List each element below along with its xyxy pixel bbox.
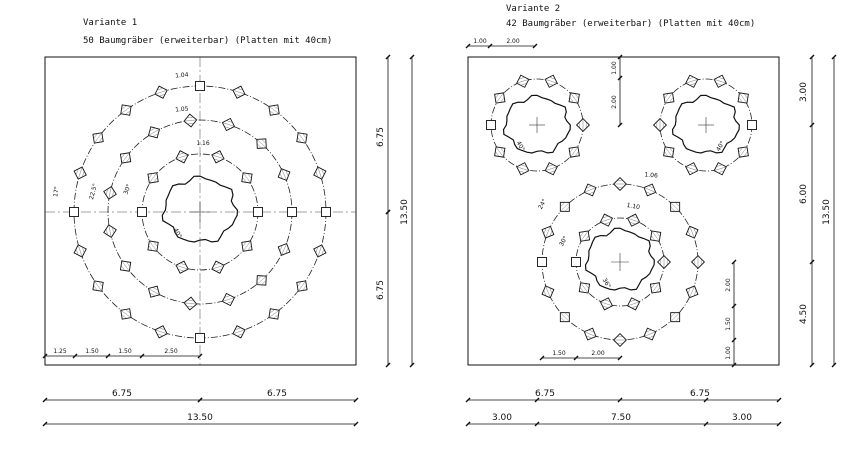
v2-big-outer-tree-grate <box>538 258 547 267</box>
v2-big-outer-tree-grate <box>692 256 705 269</box>
v2-topright-tree-grate <box>654 119 667 132</box>
v1-middle-tree-grate <box>222 293 234 305</box>
v2-dim-right-segments <box>810 55 814 367</box>
variant1-title: Variante 1 <box>83 18 138 28</box>
v2-topleft-tree-grate <box>569 147 579 157</box>
v2-dim-label: 2.00 <box>725 278 732 292</box>
v1-inner-tree-grate <box>176 151 188 163</box>
v2-big-outer-tree-grate <box>584 328 596 340</box>
v2-topleft-tree-grate <box>577 119 590 132</box>
v2-dim-label: 2.00 <box>506 38 520 45</box>
v2-angle-label: 30° <box>558 234 570 248</box>
v1-angle-label: 30° <box>122 183 133 196</box>
v2-topleft-tree-grate <box>545 163 557 175</box>
v1-outer-tree-grate <box>297 133 307 143</box>
v1-outer-tree-grate <box>233 326 245 338</box>
v2-big-inner-tree-grate <box>658 256 671 269</box>
v1-middle-tree-grate <box>278 244 290 256</box>
v1-outer-tree-grate <box>155 86 167 98</box>
v1-middle-tree-grate <box>278 169 290 181</box>
v2-big-outer-tree-grate <box>671 202 680 211</box>
variant1-plot-frame <box>45 57 356 365</box>
v1-angle-label: 17° <box>52 185 61 198</box>
v1-angle-label: 22.5° <box>88 182 100 201</box>
v2-topright-tree-grate <box>686 75 698 87</box>
v2-dim-label: 13.50 <box>822 199 832 225</box>
v1-outer-tree-grate <box>93 281 103 291</box>
v1-dim-label: 6.75 <box>111 389 133 399</box>
v1-arc-label: 1.16 <box>196 140 210 147</box>
v2-big-inner-tree-grate <box>600 214 612 226</box>
v1-outer-tree-grate <box>74 245 86 257</box>
v2-topleft-tree-grate <box>517 75 529 87</box>
v2-big-inner-tree-grate <box>650 283 660 293</box>
v1-middle-tree-grate <box>148 286 159 297</box>
v2-dim-bottom-main <box>466 398 781 402</box>
v2-angle-label: 40° <box>715 139 727 153</box>
v1-outer-tree-grate <box>196 82 205 91</box>
v1-outer-tree-grate <box>196 334 205 343</box>
v2-angle-label: 24° <box>537 197 549 211</box>
v2-dim-label: 3.00 <box>491 413 513 423</box>
v2-big-outer-tree-grate <box>560 313 569 322</box>
v2-angle-label: 40° <box>514 139 526 153</box>
v1-middle-tree-grate <box>257 139 266 148</box>
v2-dim-label: 1.50 <box>725 317 732 331</box>
v2-dim-label: 3.00 <box>799 81 809 103</box>
v1-dim-label: 1.50 <box>85 348 99 355</box>
v2-dim-label: 4.50 <box>799 303 809 325</box>
v2-big-outer-tree-grate <box>542 286 554 298</box>
v1-outer-tree-grate <box>121 309 131 319</box>
v1-outer-tree-grate <box>74 167 86 179</box>
v2-dim-label: 1.00 <box>611 61 618 75</box>
v1-outer-tree-grate <box>269 105 279 115</box>
v1-middle-tree-grate <box>104 225 116 237</box>
v2-arc-label: 1.06 <box>644 171 659 180</box>
v1-outer-tree-grate <box>269 309 279 319</box>
v1-outer-tree-grate <box>155 326 167 338</box>
v2-dim-label: 6.75 <box>534 389 556 399</box>
v1-outer-tree-grate <box>233 86 245 98</box>
v2-topleft-tree-grate <box>569 93 579 103</box>
v2-angle-label: 36° <box>600 276 612 290</box>
v1-dim-right-total <box>410 55 414 367</box>
v2-big-outer-tree-grate <box>644 184 656 196</box>
v1-inner-tree-grate <box>138 208 147 217</box>
v2-dim-right-total <box>832 55 836 367</box>
v1-dim-label: 2.50 <box>164 348 178 355</box>
v1-outer-tree-grate <box>121 105 131 115</box>
v2-big-outer-tree-grate <box>614 334 627 347</box>
v1-dim-right-top <box>386 55 390 214</box>
v2-big-outer-tree-grate <box>686 286 698 298</box>
v2-big-outer-tree-grate <box>542 226 554 238</box>
v1-dim-label: 13.50 <box>400 199 410 225</box>
v2-dim-label: 1.00 <box>725 346 732 360</box>
v2-topleft-tree-grate <box>495 147 505 157</box>
v2-big-outer-tree-grate <box>671 313 680 322</box>
v1-middle-tree-grate <box>184 297 197 310</box>
v2-dim-label: 6.75 <box>689 389 711 399</box>
v1-arc-label: 1.05 <box>174 105 189 114</box>
variant2-title: Variante 2 <box>506 4 561 14</box>
v1-dim-right-bottom <box>386 210 390 367</box>
v1-outer-tree-grate <box>314 167 326 179</box>
v2-topright-tree-grate <box>714 163 726 175</box>
v1-outer-tree-grate <box>93 133 103 143</box>
v1-middle-tree-grate <box>120 153 130 163</box>
v2-big-inner-tree-grate <box>650 231 660 241</box>
v2-dim-label: 2.00 <box>591 350 605 357</box>
v1-middle-tree-grate <box>148 127 159 138</box>
v2-big-inner-tree-grate <box>579 231 589 241</box>
v2-big-inner-tree-grate <box>628 298 640 310</box>
variant2-subtitle: 42 Baumgräber (erweiterbar) (Platten mit 40cm) <box>506 19 756 29</box>
v2-topright-tree-grate <box>664 147 674 157</box>
v2-big-outer-tree-grate <box>584 184 596 196</box>
v1-dim-label: 6.75 <box>376 126 386 148</box>
v2-topright-center <box>698 117 714 133</box>
v1-outer-tree-grate <box>297 281 307 291</box>
v2-big-outer-tree-grate <box>560 202 569 211</box>
v2-big-outer-tree-grate <box>686 226 698 238</box>
v1-dim-label: 6.75 <box>266 389 288 399</box>
v2-topleft-tree-grate <box>517 163 529 175</box>
v2-dim-label: 1.50 <box>552 350 566 357</box>
v1-dim-label: 6.75 <box>376 279 386 301</box>
v1-inner-tree-grate <box>148 241 158 251</box>
v2-big-center <box>611 253 629 271</box>
v1-inner-tree-grate <box>242 241 252 251</box>
v2-topright-tree-grate <box>664 93 674 103</box>
v2-topleft-center <box>529 117 545 133</box>
v2-topright-tree-grate <box>686 163 698 175</box>
v2-topright-tree-grate <box>748 121 757 130</box>
v1-middle-tree-grate <box>222 118 234 130</box>
v1-middle-tree-grate <box>288 208 297 217</box>
variant1-subtitle: 50 Baumgräber (erweiterbar) (Platten mit 40cm) <box>83 36 333 46</box>
v1-outer-tree-grate <box>322 208 331 217</box>
v2-big-inner-tree-grate <box>600 298 612 310</box>
v2-dim-label: 1.00 <box>473 38 487 45</box>
v2-topleft-tree-grate <box>545 75 557 87</box>
v1-inner-tree-grate <box>242 173 252 183</box>
v2-topright-tree-grate <box>738 93 748 103</box>
v2-topright-tree-grate <box>714 75 726 87</box>
v2-topright-tree-grate <box>738 147 748 157</box>
v1-inner-tree-grate <box>212 151 224 163</box>
v1-middle-tree-grate <box>184 114 197 127</box>
v1-inner-tree-grate <box>212 261 224 273</box>
v2-dim-label: 2.00 <box>611 95 618 109</box>
v1-dim-label: 1.25 <box>53 348 67 355</box>
v1-angle-label: 40° <box>171 226 183 240</box>
v2-big-outer-tree-grate <box>614 178 627 191</box>
v1-inner-tree-grate <box>254 208 263 217</box>
v1-middle-tree-grate <box>120 261 130 271</box>
v2-dim-top-vertical <box>618 55 622 127</box>
v1-dim-label: 13.50 <box>187 413 213 423</box>
v2-dim-label: 3.00 <box>731 413 753 423</box>
v1-inner-tree-grate <box>148 173 158 183</box>
v1-outer-tree-grate <box>314 245 326 257</box>
v1-arc-label: 1.04 <box>174 71 189 80</box>
v1-inner-tree-grate <box>176 261 188 273</box>
v2-topleft-tree-grate <box>495 93 505 103</box>
v1-outer-tree-grate <box>70 208 79 217</box>
v2-dim-inner-vertical <box>732 260 736 367</box>
v1-dim-label: 1.50 <box>118 348 132 355</box>
v2-big-inner-tree-grate <box>579 283 589 293</box>
v1-middle-tree-grate <box>104 187 116 199</box>
v2-dim-label: 6.00 <box>799 183 809 205</box>
v2-big-outer-tree-grate <box>644 328 656 340</box>
v1-middle-tree-grate <box>257 276 266 285</box>
v2-arc-label: 1.10 <box>626 201 641 212</box>
v2-topleft-tree-grate <box>487 121 496 130</box>
v2-big-inner-tree-grate <box>572 258 581 267</box>
v2-big-inner-tree-grate <box>628 214 640 226</box>
v2-dim-label: 7.50 <box>610 413 632 423</box>
